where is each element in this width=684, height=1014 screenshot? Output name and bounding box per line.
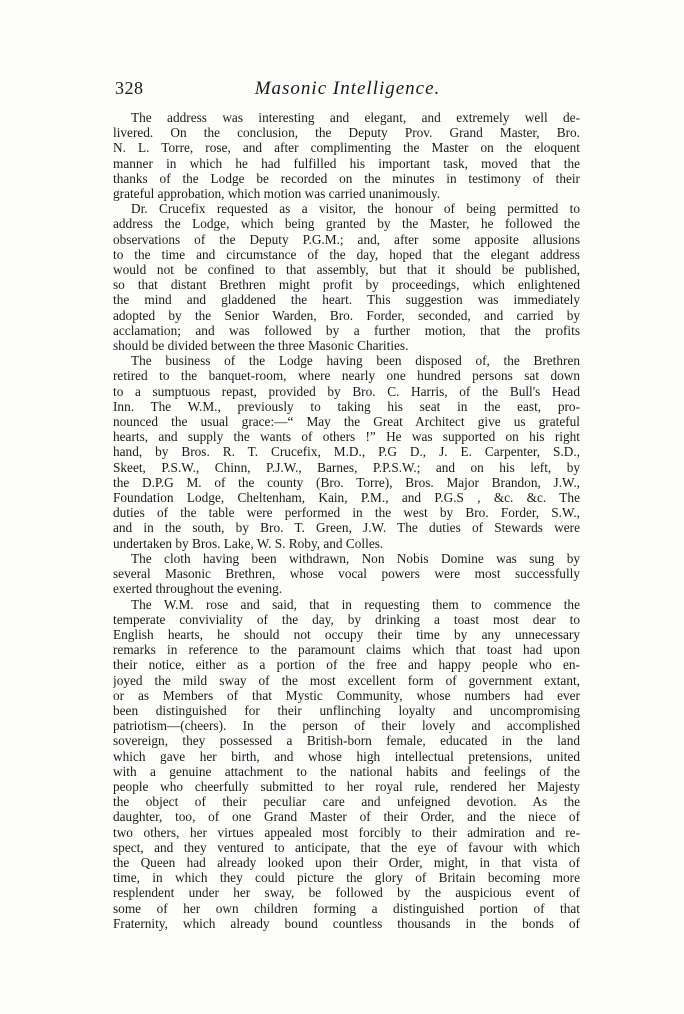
paragraph <box>113 597 580 931</box>
paragraph <box>113 110 580 201</box>
text-line: joyed the mild sway of the most excellent form of government extant, <box>113 672 580 688</box>
text-line: undertaken by Bros. Lake, W. S. Roby, and Colles. <box>113 535 384 551</box>
text-line: daughter, too, of one Grand Master of their Order, and the niece of <box>113 809 580 825</box>
text-line: exerted throughout the evening. <box>113 581 283 597</box>
text-line: would not be confined to that assembly, but that it should be published, <box>113 262 580 278</box>
text-line: their notice, either as a portion of the free and happy people who en- <box>113 657 580 673</box>
text-line: The business of the Lodge having been disposed of, the Brethren <box>131 353 580 369</box>
text-line: two others, her virtues appealed most forcibly to their admiration and re- <box>113 824 580 840</box>
text-line: time, in which they could picture the glory of Britain becoming more <box>113 870 580 886</box>
text-line: sovereign, they possessed a British-born female, educated in the land <box>113 733 580 749</box>
text-line: thanks of the Lodge be recorded on the minutes in testimony of their <box>113 170 580 186</box>
text-line: should be divided between the three Masonic Charities. <box>113 338 409 354</box>
text-line: English hearts, he should not occupy their time by any unnecessary <box>113 626 580 642</box>
running-title: Masonic Intelligence. <box>254 78 441 99</box>
text-line: adopted by the Senior Warden, Bro. Forder, seconded, and carried by <box>113 307 580 323</box>
text-line: Inn. The W.M., previously to taking his seat in the east, pro- <box>113 398 580 414</box>
text-line: hearts, and supply the wants of others !” He was supported on his right <box>113 429 580 445</box>
text-line: The cloth having been withdrawn, Non Nobis Domine was sung by <box>131 550 580 566</box>
text-line: Dr. Crucefix requested as a visitor, the honour of being permitted to <box>131 201 580 217</box>
paragraph <box>113 551 580 597</box>
text-line: nounced the usual grace:—“ May the Great Architect give us grateful <box>113 414 580 430</box>
text-line: N. L. Torre, rose, and after complimenting the Master on the eloquent <box>113 140 580 156</box>
text-line: to a sumptuous repast, provided by Bro. C. Harris, of the Bull's Head <box>113 383 580 399</box>
text-line: and in the south, by Bro. T. Green, J.W. The duties of Stewards were <box>113 520 580 536</box>
article-body <box>113 110 580 931</box>
page-number: 328 <box>115 78 144 98</box>
text-line: the object of their peculiar care and unfeigned devotion. As the <box>113 794 580 810</box>
text-line: which gave her birth, and whose high intellectual pretensions, united <box>113 748 580 764</box>
text-line: manner in which he had fulfilled his important task, moved that the <box>113 155 580 171</box>
paragraph <box>113 353 580 551</box>
text-line: hand, by Bros. R. T. Crucefix, M.D., P.G D., J. E. Carpenter, S.D., <box>113 444 580 460</box>
text-line: the Queen had already looked upon their Order, might, in that vista of <box>113 854 580 870</box>
text-line: livered. On the conclusion, the Deputy Prov. Grand Master, Bro. <box>113 125 580 141</box>
text-line: Fraternity, which already bound countless thousands in the bonds of <box>113 915 580 931</box>
page-header <box>115 78 580 102</box>
text-line: The address was interesting and elegant, and extremely well de- <box>131 110 580 125</box>
text-line: spect, and they ventured to anticipate, that the eye of favour with which <box>113 839 580 855</box>
text-line: to the time and circumstance of the day, hoped that the elegant address <box>113 246 580 262</box>
text-line: The W.M. rose and said, that in requesting them to commence the <box>131 596 580 612</box>
text-line: Skeet, P.S.W., Chinn, P.J.W., Barnes, P.P.S.W.; and on his left, by <box>113 459 580 475</box>
text-line: retired to the banquet-room, where nearly one hundred persons sat down <box>113 368 580 384</box>
text-line: several Masonic Brethren, whose vocal powers were most successfully <box>113 566 580 582</box>
text-line: Foundation Lodge, Cheltenham, Kain, P.M., and P.G.S , &c. &c. The <box>113 490 580 506</box>
text-line: with a genuine attachment to the national habits and feelings of the <box>113 763 580 779</box>
text-line: patriotism—(cheers). In the person of their lovely and accomplished <box>113 718 580 734</box>
text-line: temperate conviviality of the day, by drinking a toast most dear to <box>113 611 580 627</box>
text-line: or as Members of that Mystic Community, whose numbers had ever <box>113 687 580 703</box>
text-line: acclamation; and was followed by a further motion, that the profits <box>113 322 580 338</box>
text-line: the D.P.G M. of the county (Bro. Torre), Bros. Major Brandon, J.W., <box>113 474 580 490</box>
text-line: duties of the table were performed in the west by Bro. Forder, S.W., <box>113 505 580 521</box>
text-line: the mind and gladdened the heart. This suggestion was immediately <box>113 292 580 308</box>
text-line: been distinguished for their unflinching loyalty and uncompromising <box>113 702 580 718</box>
text-line: observations of the Deputy P.G.M.; and, after some apposite allusions <box>113 231 580 247</box>
text-line: grateful approbation, which motion was carried unanimously. <box>113 186 441 202</box>
text-line: some of her own children forming a distinguished portion of that <box>113 900 580 916</box>
text-line: resplendent under her sway, be followed by the auspicious event of <box>113 885 580 901</box>
text-line: so that distant Brethren might profit by proceedings, which enlightened <box>113 277 580 293</box>
paragraph <box>113 201 580 353</box>
text-line: remarks in reference to the paramount claims which that toast had upon <box>113 642 580 658</box>
text-line: people who cheerfully submitted to her royal rule, rendered her Majesty <box>113 778 580 794</box>
text-line: address the Lodge, which being granted by the Master, he followed the <box>113 216 580 232</box>
